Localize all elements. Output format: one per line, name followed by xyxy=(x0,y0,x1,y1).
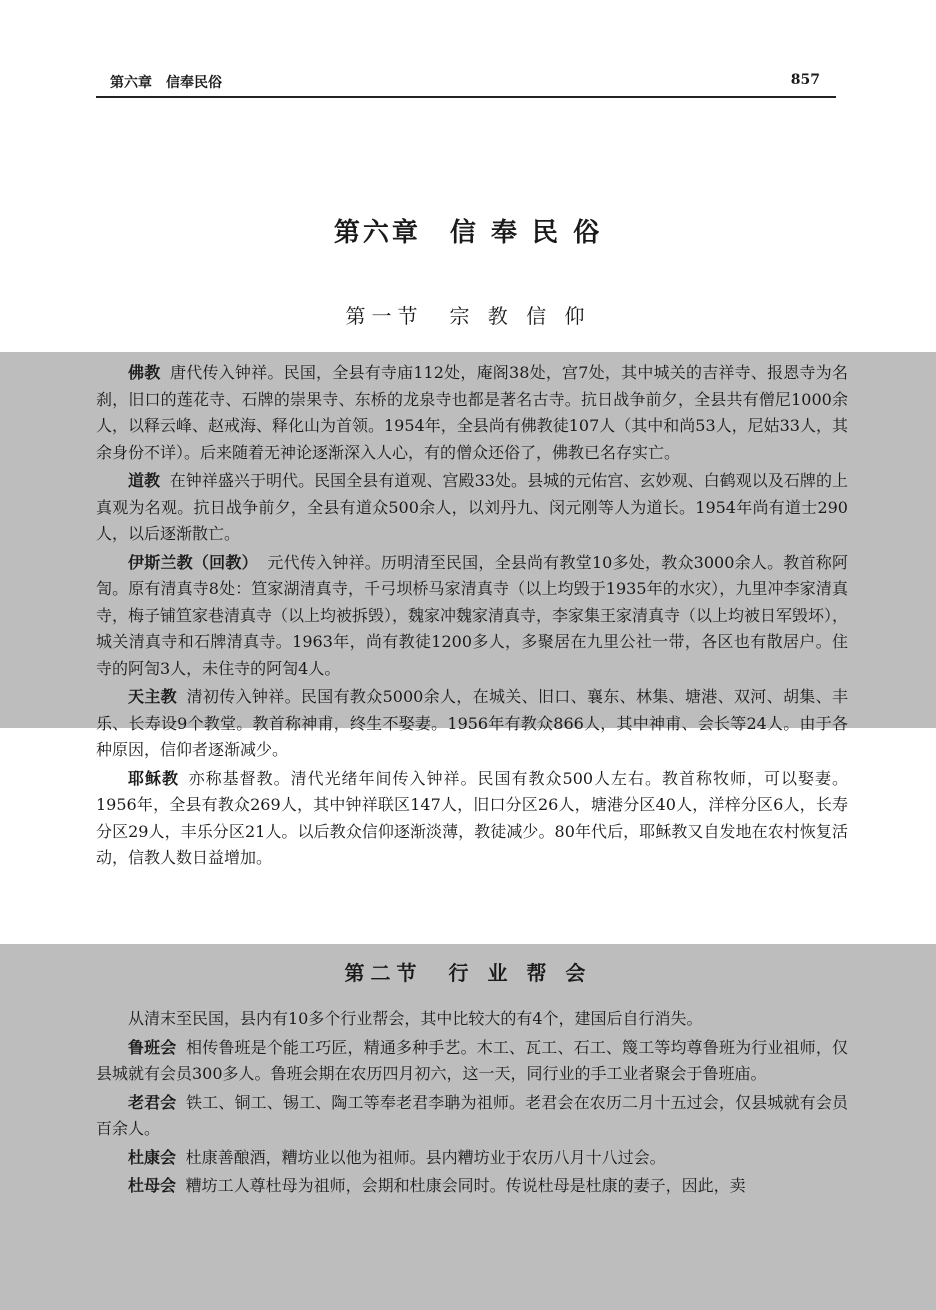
paragraph-text: 元代传入钟祥。历明清至民国，全县尚有教堂10多处，教众3000余人。教首称阿訇。原有清真寺8处：笪家湖清真寺，千弓坝桥马家清真寺（以上均毁于1935年的水灾），九里冲李家清真寺，梅子铺笪家巷清真寺（以上均被拆毁），魏家冲魏家清真寺，李家集王家清真寺（以上均被日军毁坏），城关清真寺和石牌清真寺。1963年，尚有教徒1200多人，多聚居在九里公社一带，各区也有散居户。住寺的阿訇3人，未住寺的阿訇4人。 xyxy=(96,552,849,678)
paragraph-text: 亦称基督教。清代光绪年间传入钟祥。民国有教众500人左右。教首称牧师，可以娶妻。1956年，全县有教众269人，其中钟祥联区147人，旧口分区26人，塘港分区40人，洋梓分区6人，长寿分区29人，丰乐分区21人。以后教众信仰逐渐淡薄，教徒减少。80年代后，耶稣教又自发地在农村恢复活动，信教人数日益增加。 xyxy=(96,768,848,867)
paragraph-term: 天主教 xyxy=(128,687,177,706)
paragraph xyxy=(96,1035,848,1088)
paragraph-term: 佛教 xyxy=(128,363,161,382)
paragraph-term: 老君会 xyxy=(128,1092,177,1112)
section-title-guilds: 第二节 行 业 帮 会 xyxy=(344,961,592,985)
paragraph-text: 铁工、铜工、锡工、陶工等奉老君李聃为祖师。老君会在农历二月十五过会，仅县城就有会员百余人。 xyxy=(96,1092,848,1138)
section-title-religion: 第一节 宗 教 信 仰 xyxy=(345,304,591,328)
paragraph-term: 杜母会 xyxy=(128,1176,177,1195)
paragraph-text: 在钟祥盛兴于明代。民国全县有道观、宫殿33处。县城的元佑宫、玄妙观、白鹤观以及石牌的上真观为名观。抗日战争前夕，全县有道众500余人，以刘丹九、闵元刚等人为道长。1954年尚有道士290人，以后逐渐散亡。 xyxy=(96,471,848,543)
paragraph-term: 耶稣教 xyxy=(128,768,179,788)
paragraph-text: 清初传入钟祥。民国有教众5000余人，在城关、旧口、襄东、林集、塘港、双河、胡集、丰乐、长寿设9个教堂。教首称神甫，终生不娶妻。1956年有教众866人，其中神甫、会长等24人。由于各种原因，信仰者逐渐减少。 xyxy=(96,687,848,759)
paragraph xyxy=(96,1145,848,1172)
paragraph-text: 杜康善酿酒，糟坊业以他为祖师。县内糟坊业于农历八月十八过会。 xyxy=(185,1147,666,1167)
section1-body xyxy=(96,360,848,874)
paragraph-term: 道教 xyxy=(128,471,161,490)
paragraph-term: 鲁班会 xyxy=(128,1037,177,1057)
paragraph xyxy=(96,360,848,466)
chapter-title: 第六章 信 奉 民 俗 xyxy=(333,218,603,248)
paragraph xyxy=(96,1006,848,1033)
paragraph xyxy=(96,684,848,764)
paragraph xyxy=(96,1173,848,1200)
paragraph-text: 糟坊工人尊杜母为祖师，会期和杜康会同时。传说杜母是杜康的妻子，因此，卖 xyxy=(185,1176,746,1195)
section2-body xyxy=(96,1006,848,1202)
paragraph-term: 伊斯兰教（回教） xyxy=(128,552,258,572)
running-header xyxy=(96,66,836,98)
paragraph xyxy=(96,1090,848,1143)
header-chapter-label: 第六章 信奉民俗 xyxy=(110,75,222,91)
paragraph-term: 杜康会 xyxy=(128,1147,177,1167)
paragraph-text: 唐代传入钟祥。民国，全县有寺庙112处，庵阁38处，宫7处，其中城关的吉祥寺、报恩寺为名刹，旧口的莲花寺、石牌的崇果寺、东桥的龙泉寺也都是著名古寺。抗日战争前夕，全县共有僧尼1000余人，以释云峰、赵戒海、释化山为首领。1954年，全县尚有佛教徒107人（其中和尚53人，尼姑33人，其余身份不详）。后来随着无神论逐渐深入人心，有的僧众还俗了，佛教已名存实亡。 xyxy=(96,363,848,462)
paragraph-text: 从清末至民国，县内有10多个行业帮会，其中比较大的有4个，建国后自行消失。 xyxy=(128,1009,703,1028)
paragraph-text: 相传鲁班是个能工巧匠，精通多种手艺。木工、瓦工、石工、篾工等均尊鲁班为行业祖师，仅县城就有会员300多人。鲁班会期在农历四月初六，这一天，同行业的手工业者聚会于鲁班庙。 xyxy=(96,1037,848,1083)
paragraph xyxy=(96,766,848,872)
page-number: 857 xyxy=(790,72,820,88)
paragraph xyxy=(96,550,848,683)
paragraph xyxy=(96,468,848,548)
